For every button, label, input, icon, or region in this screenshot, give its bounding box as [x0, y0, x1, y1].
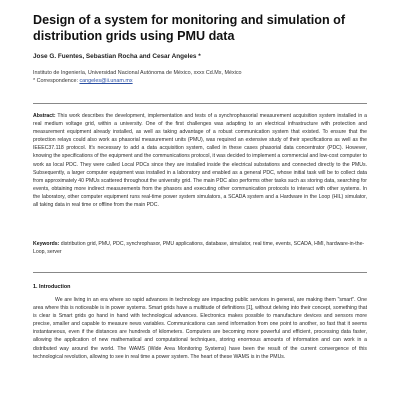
keywords-text: distribution grid, PMU, PDC, synchrophasor, PMU applications, database, simulator, real time, events, SCADA, HMI, hardware-in-the-Loop, server — [33, 241, 365, 256]
correspondence-line — [33, 77, 242, 85]
keywords-label: Keywords: — [33, 241, 60, 247]
abstract-text: This work describes the development, implementation and tests of a synchrophasorial measurement acquisition system installed in a real medium voltage grid, within a university. One of the first challenges was adapting to an electrical infrastructure with protection and measurement equipment already installed, as well as taking advantage of a robust communication system that existed. To ensure that the protection relays could also work as phasorial measurement units (PMU), was required an extensive study of their specifications as well as the IEEEC37.118 protocol. It's necessary to add a data acquisition system, called in these cases phasorial data concentrator (PDC). However, knowing the specifications of the equipment and the communications protocol, it was decided to implement a commercial and low-cost computer to work as local PDC. They were called Local PDCs since they are installed inside the electrical substations and connected directly to the PMUs. Subsequently, a larger computer equipment was installed in a laboratory and enabled as a general PDC, whose initial task will be to collect data from approximately 40 PMUs scattered throughout the university grid. The main PDC also performs other tasks such as storing data, searching for events, obtaining more indirect measurements from the phasors and executing other communication protocols to interact with other systems. In the laboratory, other computer equipment runs real-time power system simulators, a SCADA system and a Hardware in the Loop (HIL) simulator, all taking data in real time or offline from the main PDC. — [33, 113, 367, 209]
introduction-heading: 1. Introduction — [33, 284, 71, 290]
affiliation-text: Instituto de Ingeniería, Universidad Nacional Autónoma de México, xxxx Cd.Mx, México — [33, 70, 242, 76]
keywords-bottom-rule — [33, 272, 367, 273]
abstract-top-rule — [33, 103, 367, 104]
keywords-paragraph — [33, 240, 367, 256]
paper-title: Design of a system for monitoring and simulation of distribution grids using PMU data — [33, 13, 346, 43]
author-list: Jose G. Fuentes, Sebastian Rocha and Cesar Angeles * — [33, 53, 201, 60]
introduction-paragraph: We are living in an era where so rapid advances in technology are impacting public services in general, are making them "smart". One area where this is noticeable is in power systems. Smart grids have a multitude of definitions [1], without delving into their concept, something that is clear is Smart grids go hand in hand with technological advances. Electronics makes possible to manufacture devices and sensors more precise, smaller and capable to measure news variables. Communications can send information from one point to another, so fast that it seems instantaneous, even if the distances are hundreds of kilometers. Computers are becoming more powerful and efficient, processing data faster, allowing the application of new mathematical and computational techniques, storing enormous amounts of information and can work in a distributed way around the world. The WAMS (Wide Area Monitoring Systems) have been the result of the current convergence of this technological revolution, allowing to see in real time a power system. The heart of these WAMS is in the PMUs. — [33, 297, 367, 360]
affiliation-block — [33, 69, 242, 85]
correspondence-email-link[interactable]: cangeles@ii.unam.mx — [79, 78, 133, 84]
abstract-paragraph — [33, 112, 367, 209]
correspondence-label: * Correspondence: — [33, 78, 78, 84]
abstract-label: Abstract: — [33, 113, 56, 119]
